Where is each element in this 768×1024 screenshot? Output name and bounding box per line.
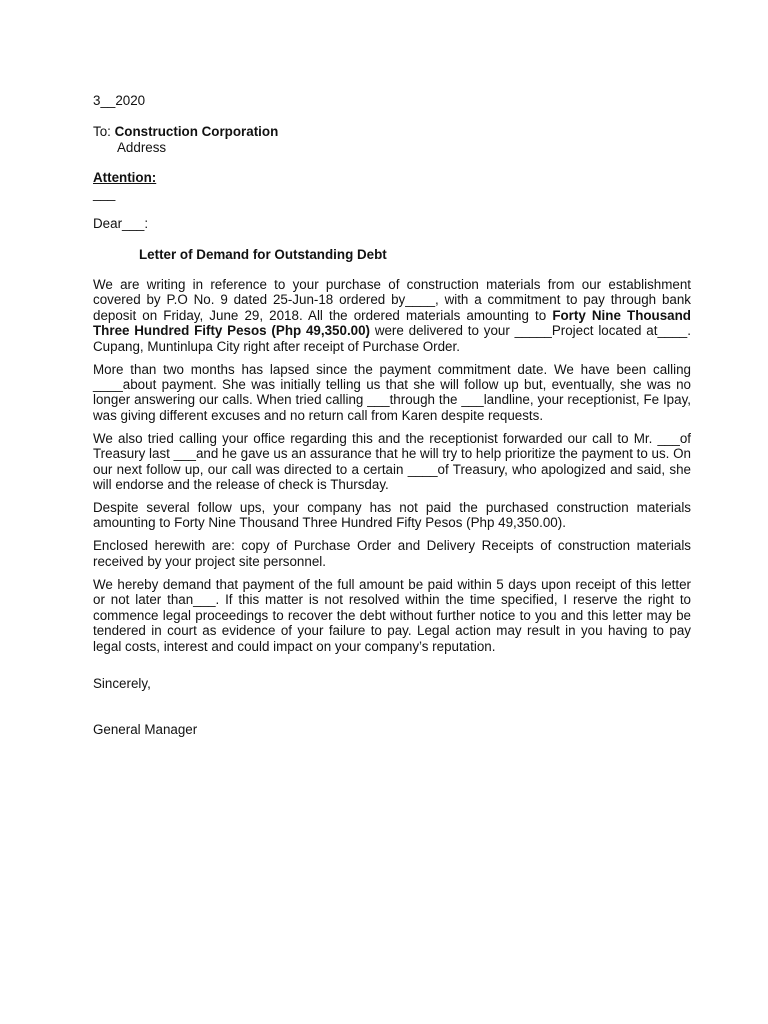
- paragraph-4: Despite several follow ups, your company has not paid the purchased construction materials amounting to Forty Nine Thousand Three Hundred Fifty Pesos (Php 49,350.00).: [93, 500, 691, 531]
- recipient-name: Construction Corporation: [114, 124, 279, 139]
- paragraph-1-end: were delivered to your _____Project located at____. Cupang, Muntinlupa City right after receipt of Purchase Order.: [93, 323, 691, 354]
- signatory-title: General Manager: [93, 722, 198, 737]
- to-prefix: To:: [93, 124, 115, 139]
- letter-date: 3__2020: [93, 93, 146, 108]
- attention-label: Attention:: [93, 170, 157, 185]
- paragraph-3: We also tried calling your office regarding this and the receptionist forwarded our call to Mr. ___of Treasury last ___and he gave us an assurance that he will try to help prioritize the payment to us. On our next follow up, our call was directed to a certain ____of Treasury, who apologized and said, she will endorse and the release of check is Thursday.: [93, 430, 691, 493]
- paragraph-1: [93, 277, 691, 354]
- paragraph-5: Enclosed herewith are: copy of Purchase Order and Delivery Receipts of construction materials received by your project site personnel.: [93, 538, 691, 569]
- paragraph-2: More than two months has lapsed since the payment commitment date. We have been calling ____about payment. She was initially telling us that she will follow up but, eventually, she was no longer answering our calls. When tried calling ___through the ___landline, your receptionist, Fe Ipay, was giving different excuses and no return call from Karen despite requests.: [93, 361, 691, 423]
- paragraph-1-start: We are writing in reference to your purchase of construction materials from our establishment covered by P.O No. 9 dated 25-Jun-18 ordered by____, with a commitment to pay through bank deposit on Friday, June 29, 2018. All the ordered materials amounting to: [93, 277, 691, 323]
- recipient-address: Address: [117, 140, 167, 155]
- salutation: Dear___:: [93, 216, 149, 231]
- paragraph-6: We hereby demand that payment of the full amount be paid within 5 days upon receipt of this letter or not later than___. If this matter is not resolved within the time specified, I reserve the right to commence legal proceedings to recover the debt without further notice to you and this letter may be tendered in court as evidence of your failure to pay. Legal action may result in you having to pay legal costs, interest and could impact on your company’s reputation.: [93, 576, 691, 654]
- attention-blank: ___: [93, 186, 116, 201]
- letter-subject: Letter of Demand for Outstanding Debt: [139, 247, 387, 262]
- closing: Sincerely,: [93, 676, 151, 691]
- recipient-line: [93, 124, 278, 139]
- paragraph-1-amount: Forty Nine Thousand Three Hundred Fifty Pesos (Php 49,350.00): [93, 307, 691, 339]
- letter-body: [93, 277, 691, 662]
